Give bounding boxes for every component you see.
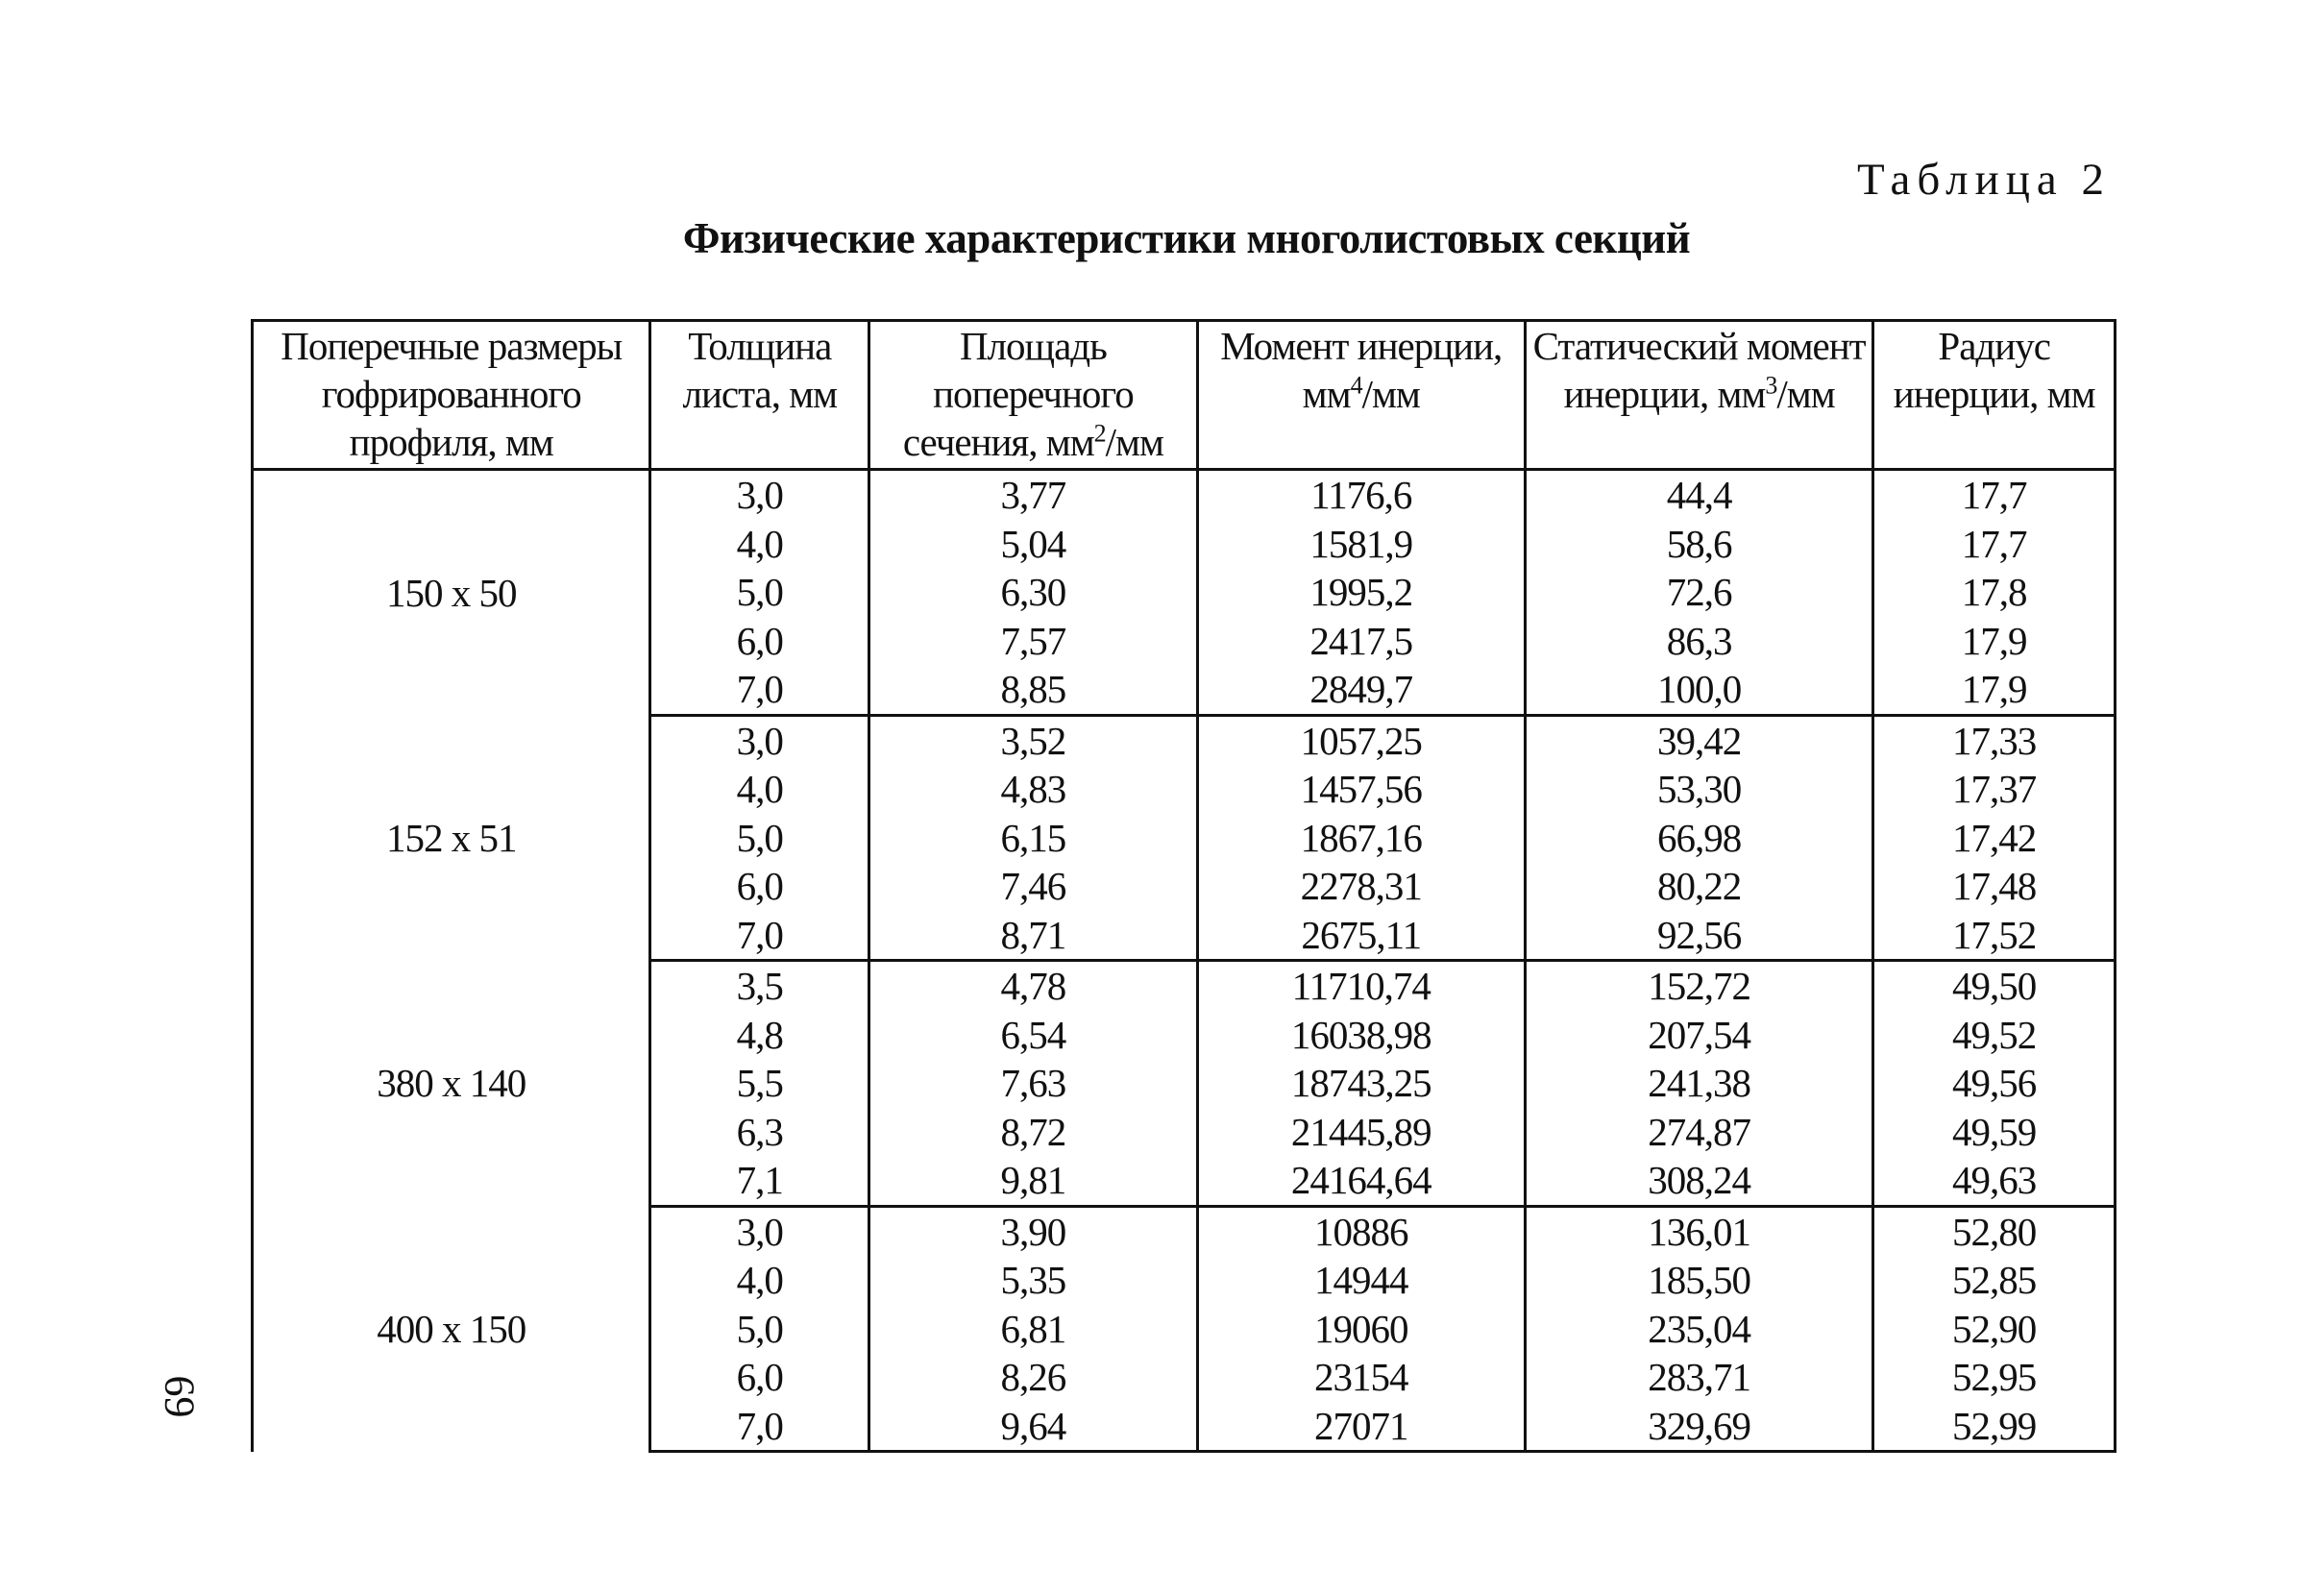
area-cell: 8,26 xyxy=(869,1353,1197,1402)
static-moment-cell: 308,24 xyxy=(1525,1156,1872,1206)
area-cell: 3,52 xyxy=(869,715,1197,765)
radius-cell: 17,37 xyxy=(1873,765,2116,814)
header-static-suffix: /мм xyxy=(1776,372,1835,416)
thickness-cell: 5,0 xyxy=(650,568,869,617)
inertia-cell: 2849,7 xyxy=(1197,665,1525,715)
area-cell: 8,71 xyxy=(869,911,1197,961)
header-inertia-exponent: 4 xyxy=(1350,371,1362,400)
area-cell: 9,64 xyxy=(869,1402,1197,1452)
header-area-suffix: /мм xyxy=(1105,420,1163,464)
inertia-cell: 1057,25 xyxy=(1197,715,1525,765)
static-moment-cell: 80,22 xyxy=(1525,862,1872,911)
radius-cell: 17,9 xyxy=(1873,665,2116,715)
header-profile: Поперечные размеры гофрированного профиля, мм xyxy=(253,321,650,470)
table-row xyxy=(253,1206,2116,1256)
radius-cell: 49,52 xyxy=(1873,1011,2116,1060)
inertia-cell: 14944 xyxy=(1197,1256,1525,1305)
radius-cell: 17,42 xyxy=(1873,814,2116,863)
inertia-cell: 2675,11 xyxy=(1197,911,1525,961)
header-area-exponent: 2 xyxy=(1093,419,1106,448)
thickness-cell: 7,1 xyxy=(650,1156,869,1206)
header-static-text: Статический момент инерции, мм xyxy=(1532,324,1866,416)
static-moment-cell: 72,6 xyxy=(1525,568,1872,617)
header-thickness: Толщина листа, мм xyxy=(650,321,869,470)
radius-cell: 52,85 xyxy=(1873,1256,2116,1305)
inertia-cell: 21445,89 xyxy=(1197,1108,1525,1157)
static-moment-cell: 53,30 xyxy=(1525,765,1872,814)
table-title: Физические характеристики многолистовых секций xyxy=(682,214,1691,262)
inertia-cell: 2278,31 xyxy=(1197,862,1525,911)
inertia-cell: 11710,74 xyxy=(1197,961,1525,1011)
area-cell: 7,46 xyxy=(869,862,1197,911)
area-cell: 4,83 xyxy=(869,765,1197,814)
static-moment-cell: 241,38 xyxy=(1525,1059,1872,1108)
radius-cell: 52,80 xyxy=(1873,1206,2116,1256)
radius-cell: 49,56 xyxy=(1873,1059,2116,1108)
area-cell: 6,15 xyxy=(869,814,1197,863)
area-cell: 6,30 xyxy=(869,568,1197,617)
radius-cell: 17,8 xyxy=(1873,568,2116,617)
header-area xyxy=(869,321,1197,470)
thickness-cell: 6,0 xyxy=(650,1353,869,1402)
page-number: 69 xyxy=(156,1375,204,1418)
area-cell: 8,72 xyxy=(869,1108,1197,1157)
inertia-cell: 1176,6 xyxy=(1197,470,1525,520)
static-moment-cell: 274,87 xyxy=(1525,1108,1872,1157)
inertia-cell: 16038,98 xyxy=(1197,1011,1525,1060)
thickness-cell: 3,0 xyxy=(650,715,869,765)
profile-cell: 152 x 51 xyxy=(253,715,650,961)
static-moment-cell: 207,54 xyxy=(1525,1011,1872,1060)
area-cell: 7,63 xyxy=(869,1059,1197,1108)
thickness-cell: 4,0 xyxy=(650,520,869,569)
inertia-cell: 19060 xyxy=(1197,1305,1525,1354)
radius-cell: 49,50 xyxy=(1873,961,2116,1011)
thickness-cell: 5,5 xyxy=(650,1059,869,1108)
profile-cell: 400 x 150 xyxy=(253,1206,650,1452)
area-cell: 8,85 xyxy=(869,665,1197,715)
radius-cell: 52,90 xyxy=(1873,1305,2116,1354)
header-static-exponent: 3 xyxy=(1765,371,1777,400)
inertia-cell: 1581,9 xyxy=(1197,520,1525,569)
table-label: Таблица 2 xyxy=(1856,155,2111,205)
thickness-cell: 4,8 xyxy=(650,1011,869,1060)
header-static-moment xyxy=(1525,321,1872,470)
inertia-cell: 2417,5 xyxy=(1197,617,1525,666)
static-moment-cell: 39,42 xyxy=(1525,715,1872,765)
static-moment-cell: 136,01 xyxy=(1525,1206,1872,1256)
thickness-cell: 6,0 xyxy=(650,862,869,911)
radius-cell: 17,48 xyxy=(1873,862,2116,911)
static-moment-cell: 329,69 xyxy=(1525,1402,1872,1452)
thickness-cell: 5,0 xyxy=(650,814,869,863)
static-moment-cell: 235,04 xyxy=(1525,1305,1872,1354)
static-moment-cell: 58,6 xyxy=(1525,520,1872,569)
thickness-cell: 7,0 xyxy=(650,911,869,961)
radius-cell: 49,59 xyxy=(1873,1108,2116,1157)
area-cell: 9,81 xyxy=(869,1156,1197,1206)
area-cell: 7,57 xyxy=(869,617,1197,666)
static-moment-cell: 92,56 xyxy=(1525,911,1872,961)
thickness-cell: 3,0 xyxy=(650,1206,869,1256)
static-moment-cell: 100,0 xyxy=(1525,665,1872,715)
header-area-text: Площадь поперечного сечения, мм xyxy=(902,324,1134,464)
table-row xyxy=(253,470,2116,520)
header-inertia xyxy=(1197,321,1525,470)
radius-cell: 52,95 xyxy=(1873,1353,2116,1402)
table-row xyxy=(253,715,2116,765)
static-moment-cell: 66,98 xyxy=(1525,814,1872,863)
header-inertia-text: Момент инерции, мм xyxy=(1220,324,1503,416)
inertia-cell: 1995,2 xyxy=(1197,568,1525,617)
inertia-cell: 1867,16 xyxy=(1197,814,1525,863)
area-cell: 6,54 xyxy=(869,1011,1197,1060)
thickness-cell: 3,0 xyxy=(650,470,869,520)
static-moment-cell: 152,72 xyxy=(1525,961,1872,1011)
static-moment-cell: 44,4 xyxy=(1525,470,1872,520)
radius-cell: 17,52 xyxy=(1873,911,2116,961)
inertia-cell: 18743,25 xyxy=(1197,1059,1525,1108)
radius-cell: 52,99 xyxy=(1873,1402,2116,1452)
inertia-cell: 27071 xyxy=(1197,1402,1525,1452)
thickness-cell: 4,0 xyxy=(650,765,869,814)
radius-cell: 17,9 xyxy=(1873,617,2116,666)
area-cell: 5,04 xyxy=(869,520,1197,569)
radius-cell: 49,63 xyxy=(1873,1156,2116,1206)
area-cell: 5,35 xyxy=(869,1256,1197,1305)
inertia-cell: 23154 xyxy=(1197,1353,1525,1402)
thickness-cell: 7,0 xyxy=(650,665,869,715)
thickness-cell: 3,5 xyxy=(650,961,869,1011)
thickness-cell: 6,0 xyxy=(650,617,869,666)
radius-cell: 17,33 xyxy=(1873,715,2116,765)
header-inertia-suffix: /мм xyxy=(1361,372,1420,416)
thickness-cell: 7,0 xyxy=(650,1402,869,1452)
area-cell: 6,81 xyxy=(869,1305,1197,1354)
table-row xyxy=(253,961,2116,1011)
area-cell: 4,78 xyxy=(869,961,1197,1011)
characteristics-table xyxy=(251,319,2116,1453)
profile-cell: 380 x 140 xyxy=(253,961,650,1207)
thickness-cell: 5,0 xyxy=(650,1305,869,1354)
static-moment-cell: 283,71 xyxy=(1525,1353,1872,1402)
header-radius: Радиус инерции, мм xyxy=(1873,321,2116,470)
area-cell: 3,77 xyxy=(869,470,1197,520)
static-moment-cell: 185,50 xyxy=(1525,1256,1872,1305)
static-moment-cell: 86,3 xyxy=(1525,617,1872,666)
inertia-cell: 1457,56 xyxy=(1197,765,1525,814)
radius-cell: 17,7 xyxy=(1873,520,2116,569)
header-row xyxy=(253,321,2116,470)
radius-cell: 17,7 xyxy=(1873,470,2116,520)
area-cell: 3,90 xyxy=(869,1206,1197,1256)
thickness-cell: 4,0 xyxy=(650,1256,869,1305)
thickness-cell: 6,3 xyxy=(650,1108,869,1157)
inertia-cell: 24164,64 xyxy=(1197,1156,1525,1206)
profile-cell: 150 x 50 xyxy=(253,470,650,716)
table-body xyxy=(253,470,2116,1452)
inertia-cell: 10886 xyxy=(1197,1206,1525,1256)
